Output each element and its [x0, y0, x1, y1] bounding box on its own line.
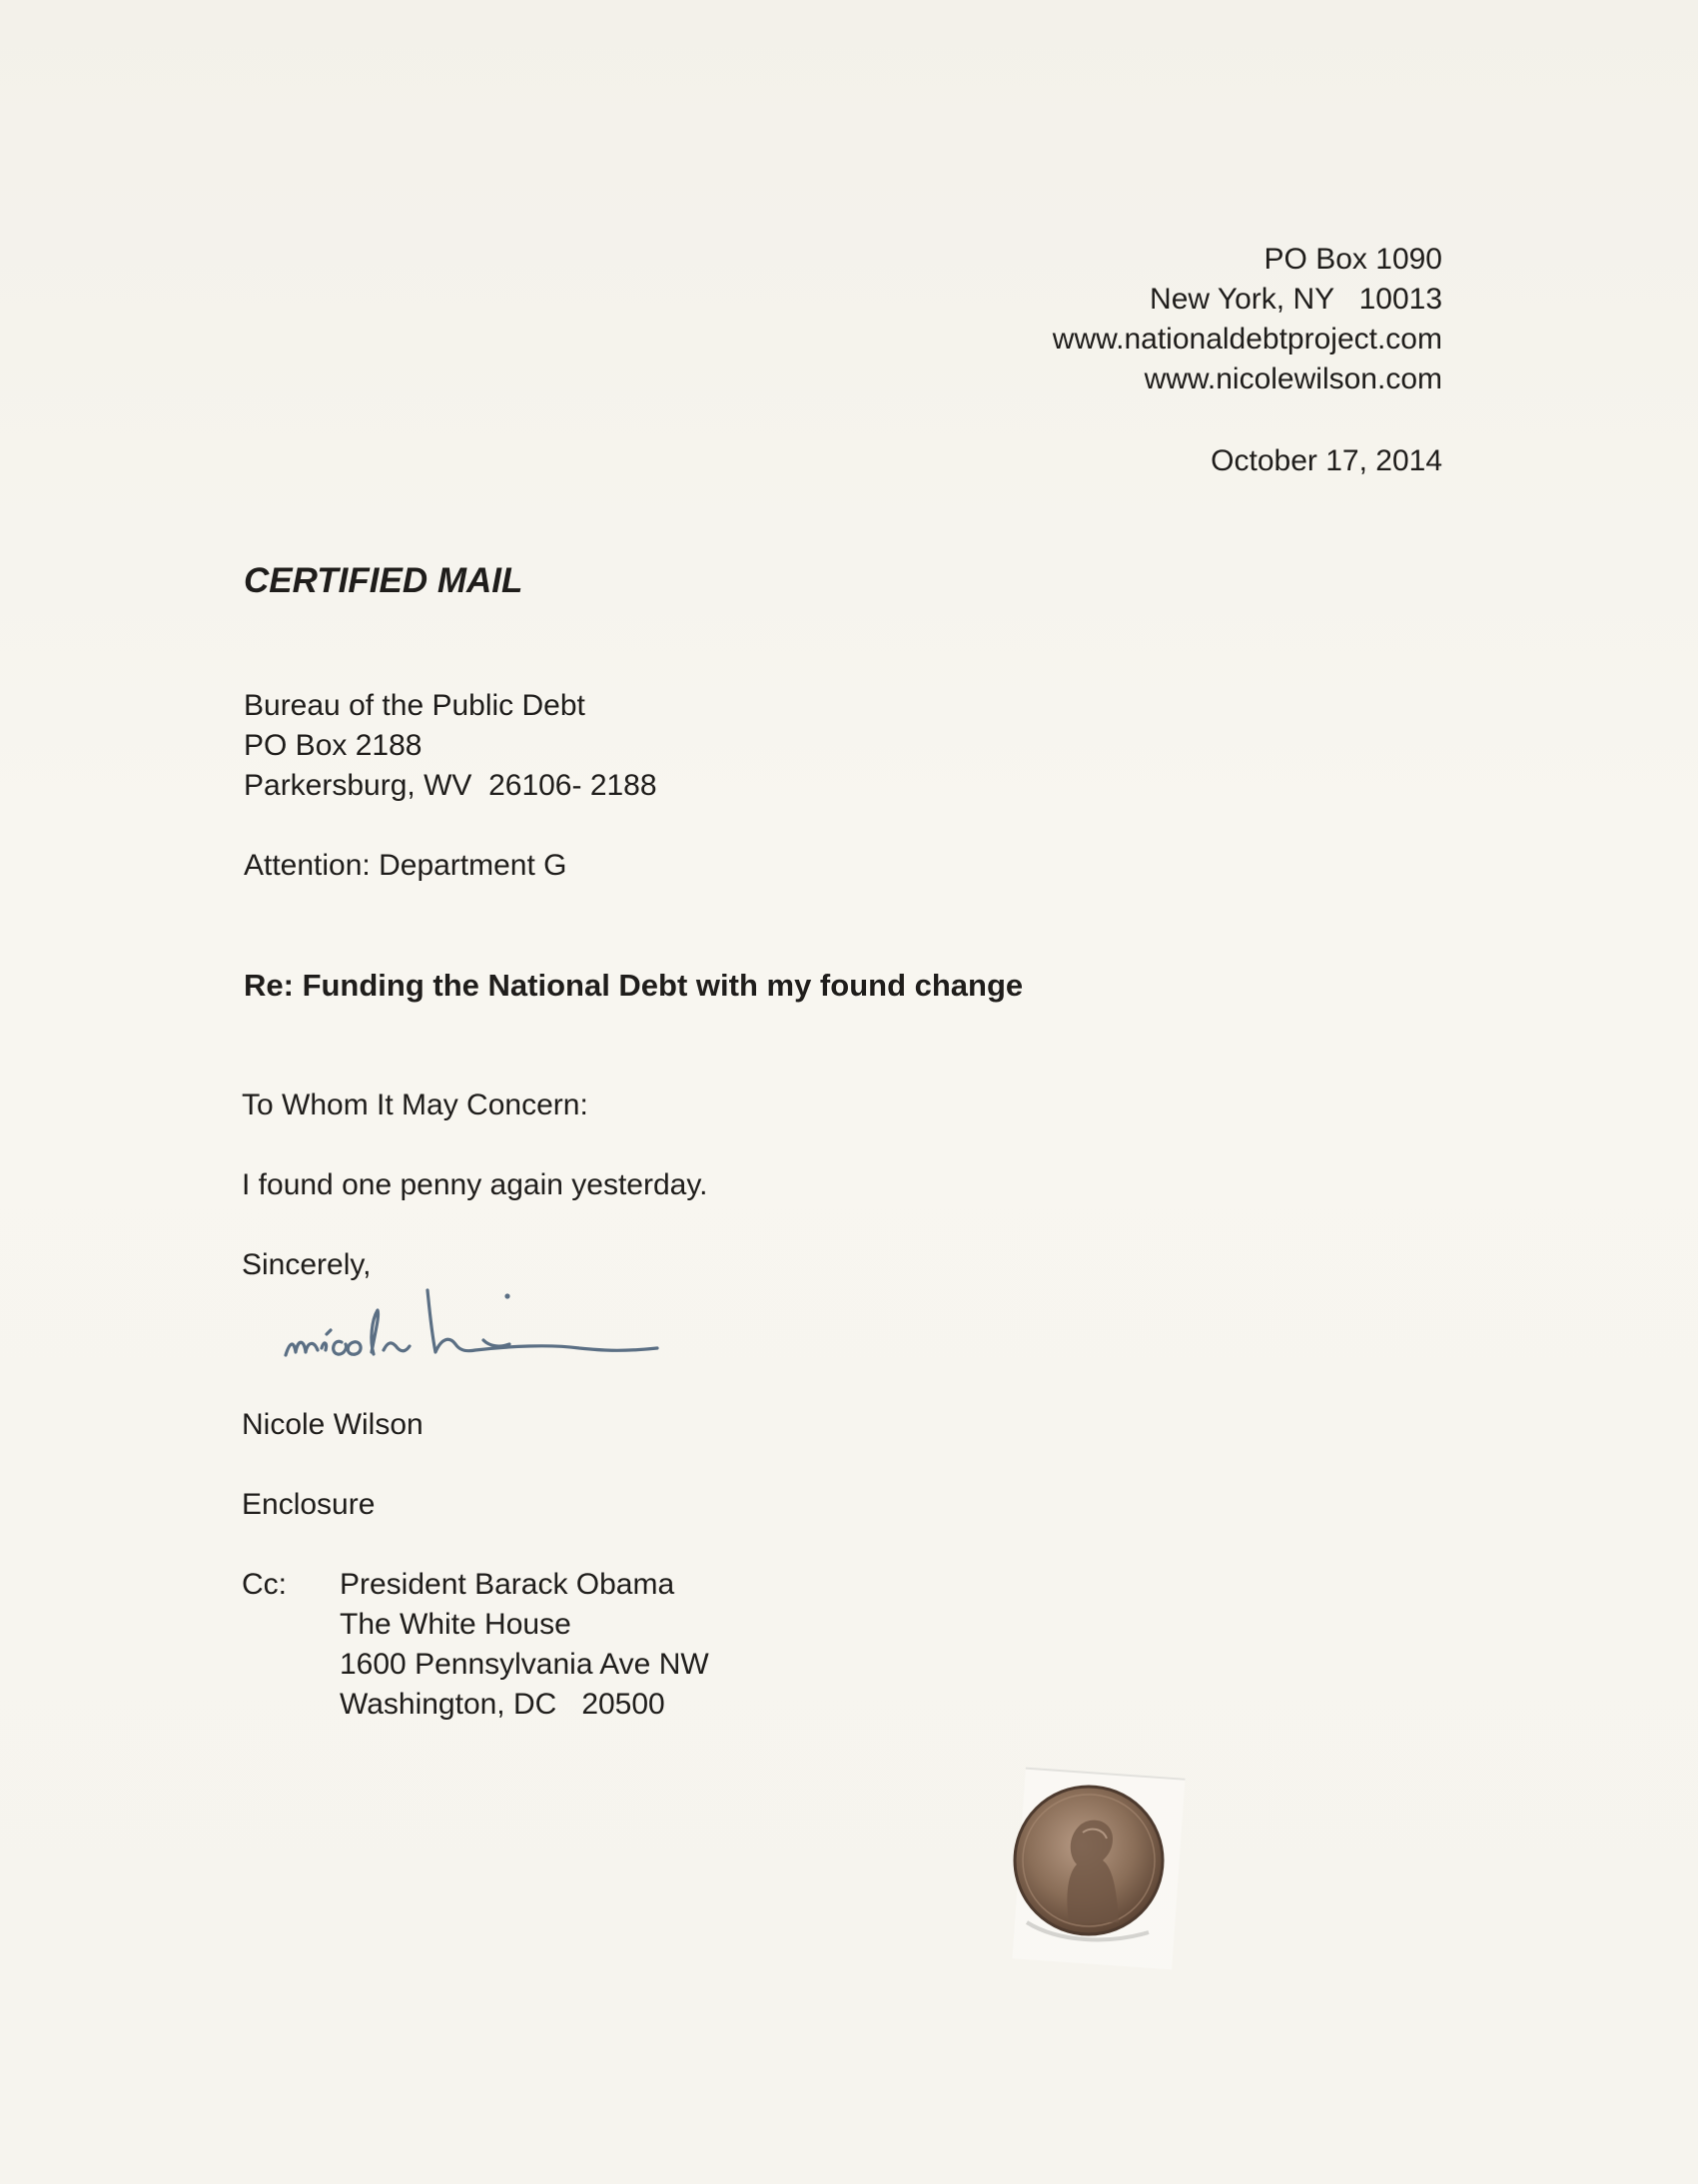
penny-coin — [999, 1773, 1199, 1972]
enclosure-note: Enclosure — [242, 1488, 376, 1521]
subject-line: Re: Funding the National Debt with my found change — [244, 968, 1024, 1003]
recipient-po-box: PO Box 2188 — [244, 729, 423, 762]
sender-website-personal: www.nicolewilson.com — [1144, 363, 1442, 395]
sender-po-box: PO Box 1090 — [1264, 243, 1442, 276]
cc-line: The White House — [340, 1608, 571, 1641]
closing: Sincerely, — [242, 1248, 372, 1281]
recipient-name: Bureau of the Public Debt — [244, 689, 585, 722]
recipient-city-state-zip: Parkersburg, WV 26106- 2188 — [244, 769, 657, 802]
sender-address-block — [1053, 240, 1442, 399]
salutation: To Whom It May Concern: — [242, 1089, 588, 1121]
sender-website-national-debt: www.nationaldebtproject.com — [1052, 323, 1442, 356]
cc-line: President Barack Obama — [340, 1568, 675, 1601]
cc-line: 1600 Pennsylvania Ave NW — [340, 1648, 709, 1681]
recipient-address-block — [244, 686, 657, 806]
handwritten-signature — [280, 1260, 669, 1380]
cc-line: Washington, DC 20500 — [340, 1688, 665, 1721]
sender-city-state-zip: New York, NY 10013 — [1150, 283, 1442, 316]
letter-date: October 17, 2014 — [1211, 444, 1442, 477]
cc-recipient-block — [340, 1565, 709, 1725]
certified-mail-heading: CERTIFIED MAIL — [244, 561, 523, 600]
signer-name: Nicole Wilson — [242, 1408, 424, 1441]
letter-body: I found one penny again yesterday. — [242, 1168, 708, 1201]
cc-label: Cc: — [242, 1568, 287, 1601]
attention-line: Attention: Department G — [244, 849, 567, 882]
